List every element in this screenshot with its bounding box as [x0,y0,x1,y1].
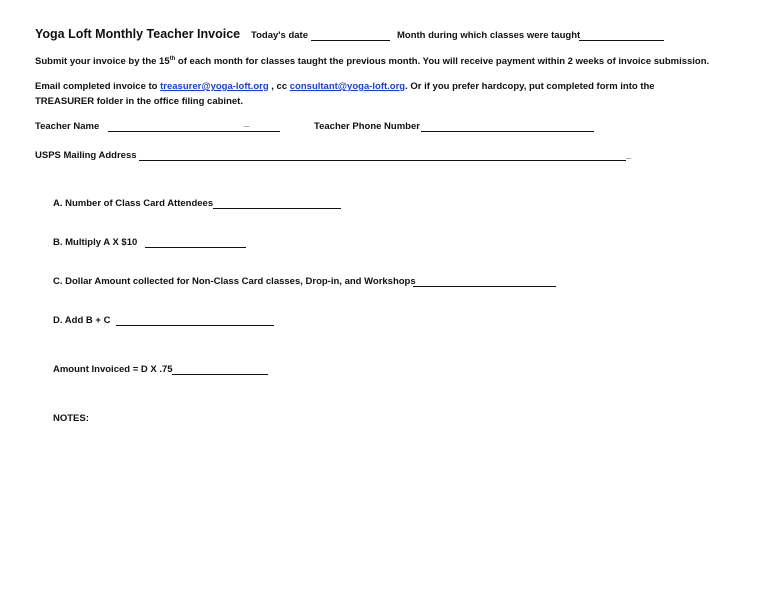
item-d-label: D. Add B + C [53,315,111,326]
consultant-email-link[interactable]: consultant@yoga-loft.org [289,81,406,92]
month-taught-field[interactable] [579,40,664,41]
hardcopy-instructions: TREASURER folder in the office filing cabinet. [35,96,243,107]
item-a-field[interactable] [213,208,341,209]
teacher-phone-label: Teacher Phone Number [314,121,420,132]
todays-date-label: Today's date [251,30,308,41]
teacher-name-field[interactable] [108,131,280,132]
item-c-field[interactable] [413,286,556,287]
teacher-name-mark: _ [244,118,250,129]
item-a-label: A. Number of Class Card Attendees [53,198,214,209]
month-taught-label: Month during which classes were taught [397,30,581,41]
teacher-name-label: Teacher Name [35,121,100,132]
item-d-field[interactable] [116,325,274,326]
treasurer-email-link[interactable]: treasurer@yoga-loft.org [160,81,269,92]
item-c-label: C. Dollar Amount collected for Non-Class Card classes, Drop-in, and Workshops [53,276,416,287]
email-instructions: Email completed invoice to treasurer@yoga-loft.org , cc consultant@yoga-loft.org. Or if you prefer hardcopy, put completed form into the [35,81,655,92]
amount-invoiced-label: Amount Invoiced = D X .75 [53,364,173,375]
submission-instructions: Submit your invoice by the 15th of each month for classes taught the previous month. You will receive payment within 2 weeks of invoice submission. [35,55,710,67]
mailing-address-label: USPS Mailing Address [35,150,137,161]
item-b-label: B. Multiply A X $10 [53,237,138,248]
todays-date-field[interactable] [311,40,390,41]
invoice-title: Yoga Loft Monthly Teacher Invoice [35,27,241,41]
item-b-field[interactable] [145,247,246,248]
amount-invoiced-field[interactable] [172,374,268,375]
mailing-address-mark: _ [626,150,632,161]
notes-label: NOTES: [53,413,89,424]
mailing-address-field[interactable] [139,160,626,161]
teacher-phone-field[interactable] [421,131,594,132]
